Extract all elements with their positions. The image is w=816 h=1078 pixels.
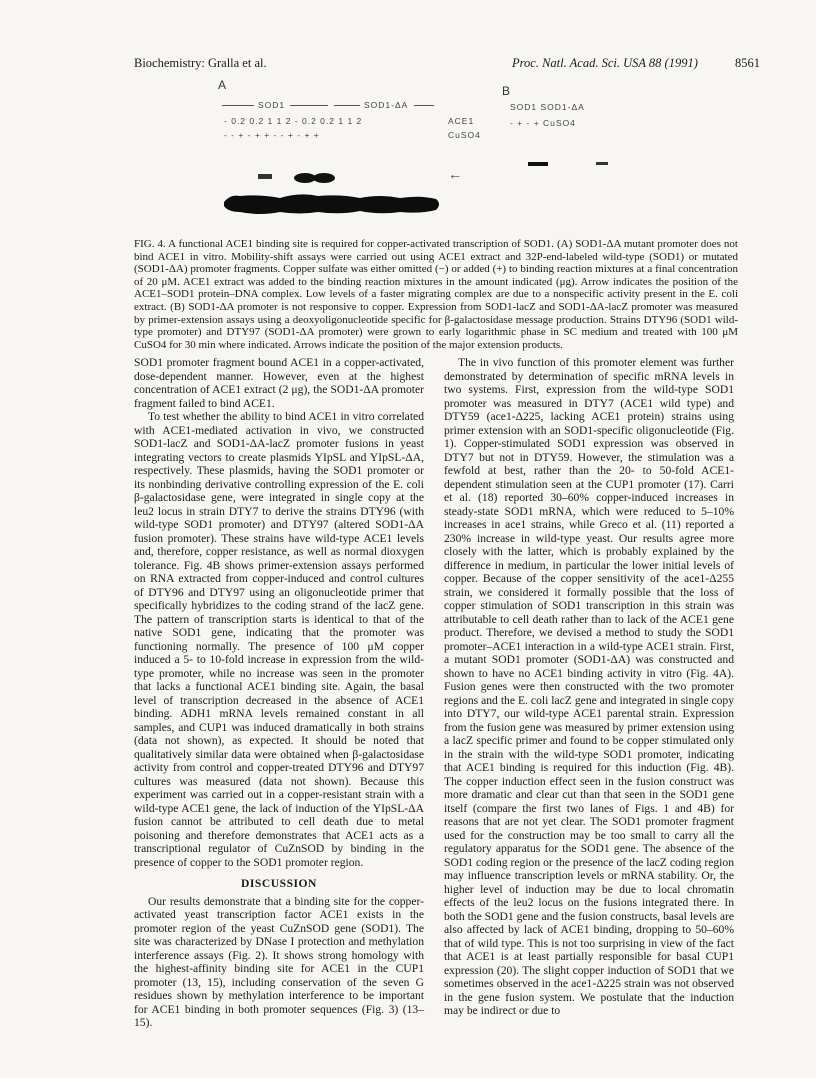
paragraph: Our results demonstrate that a binding site for the copper-activated yeast transcription factor ACE1 exists in the promoter region of the yeast CuZnSOD gene (SOD1). The site was characterized by DNase I protection and methylation interference assays (Fig. 2). It shows strong homology with the highest-affinity binding site for ACE1 in the CUP1 promoter (13, 15), including conservation of the seven G residues shown by methylation interference to be important for ACE1 binding in both promoter sequences (Fig. 3) (13–15). [134,894,424,1029]
panel-a-label: A [218,78,227,92]
header-author: Biochemistry: Gralla et al. [134,56,267,70]
panel-b-lane-labels: SOD1 SOD1-ΔA [510,102,585,112]
figure-4-gel-image [200,78,650,238]
figure-caption [134,238,738,351]
paragraph: To test whether the ability to bind ACE1 in vitro correlated with ACE1-mediated activation in vivo, we constructed SOD1-lacZ and SOD1-ΔA-lacZ promoter fusions in yeast integrating vectors to create plasmids YIpSL and YIpSL-ΔA, respectively. These plasmids, having the SOD1 promoter or its nonbinding derivative controlling expression of the E. coli β-galactosidase gene, were integrated in single copy at the leu2 locus in strain DTY7 to derive the strains DTY96 (with wild-type SOD1 promoter) and DTY97 (altered SOD1-ΔA fusion promoter). These strains have wild-type ACE1 levels and, therefore, copper resistance, as well as normal dioxygen tolerance. Fig. 4B shows primer-extension assays performed on RNA extracted from copper-induced and control cultures of DTY96 and DTY97 using an oligonucleotide primer that specifically hybridizes to the coding strand of the lacZ gene. The pattern of transcription starts is identical to that of the native SOD1 gene, indicating that the promoter was functioning normally. The presence of 100 μM copper induced a 5- to 10-fold increase in expression from the wild-type promoter, while no increase was seen in the promoter that lacks a functional ACE1 binding site. Again, the basal level of transcription decreased in the absence of ACE1 binding. ADH1 mRNA levels remained constant in all samples, and CUP1 was induced dramatically in both strains (data not shown), as expected. It should be noted that qualitatively similar data were obtained when β-galactosidase activity from control and copper-treated DTY96 and DTY97 cultures was measured (data not shown). Because this experiment was carried out in a copper-resistant strain with a wild-type ACE1 gene, the lack of induction of the YIpSL-ΔA fusion cannot be attributed to cell death due to metal poisoning and therefore demonstrates that ACE1 acts as a transcriptional regulator of CuZnSOD by binding in the presence of copper to the SOD1 promoter region. [134,410,424,869]
gel-band [294,173,316,183]
paragraph: SOD1 promoter fragment bound ACE1 in a copper-activated, dose-dependent manner. However, even at the highest concentration of ACE1 extract (2 μg), the SOD1-ΔA promoter fragment failed to bind ACE1. [134,356,424,410]
header-page-number: 8561 [735,56,760,70]
panel-a-group-sod1: SOD1 [258,100,286,110]
paragraph: The in vivo function of this promoter element was further demonstrated by determination of specific mRNA levels in two systems. First, expression from the wild-type SOD1 promoter was measured in DTY7 (ACE1 wild type) and DTY59 (ace1-Δ225, lacking ACE1 protein) strains using primer extension with an SOD1-specific oligonucleotide (Fig. 1). Copper-stimulated SOD1 expression was observed in DTY7 but not in DTY59. However, the stimulation was a fewfold at best, rather than the 20- to 50-fold ACE1-dependent stimulation seen at the CUP1 promoter (17). Carri et al. (18) reported 30–60% copper-induced increases in steady-state SOD1 mRNA, which were reduced to 5–10% increases in ace1 strains, while Greco et al. (11) reported a 230% increase in wild-type yeast. Our results agree more closely with the latter, which is probably explained by the difference in medium, in particular the lower initial levels of copper. Because of the copper sensitivity of the ace1-Δ255 strain, we considered it formally possible that the loss of copper stimulation of SOD1 transcription in this strain was attributable to cell death rather than to lack of the ACE1 gene product. Therefore, we devised a method to study the SOD1 promoter–ACE1 interaction in a wild-type ACE1 strain. First, a mutant SOD1 promoter (SOD1-ΔA) was constructed and shown to have no ACE1 binding activity in vitro (Fig. 4A). Fusion genes were then constructed with the two promoter regions and the E. coli lacZ gene and integrated in single copy into DTY7, our wild-type ACE1 parental strain. Expression from the fusion gene was measured by primer extension using a lacZ specific primer and found to be copper stimulated only in the strain with the wild-type SOD1 promoter, indicating that ACE1 binding is required for this induction (Fig. 4B). The copper induction effect seen in the fusion construct was more dramatic and clear cut than that seen in the SOD1 gene itself (compare the first two lanes of Figs. 1 and 4B) for reasons that are not yet clear. The SOD1 promoter fragment used for the construction may be too small to carry all the regulatory apparatus for the SOD1 gene. The absence of the SOD1 coding region or the presence of the lacZ coding region may influence transcription levels or mRNA stability. Or, the higher level of induction may be due to local chromatin effects of the leu2 locus on the fusions integrated there. In both the SOD1 gene and the fusion constructs, basal levels are also affected by lack of ACE1 binding, dropping to 50–60% that of wild type. This is not too surprising in view of the fact that ACE1 is at least partially responsible for basal CUP1 expression (20). The slight copper induction of SOD1 that we sometimes observed in the ace1-Δ225 strain was not observed in the gene fusion system. We postulate that the induction may be indirect or due to [444,356,734,1017]
left-column [134,356,424,1030]
caption-text: FIG. 4. A functional ACE1 binding site is required for copper-activated transcription of SOD1. (A) SOD1-ΔA mutant promoter does not bind ACE1 in vitro. Mobility-shift assays were carried out using ACE1 extract and 32P-end-labeled wild-type (SOD1) or mutated (SOD1-ΔA) promoter fragments. Copper sulfate was either omitted (−) or added (+) to binding reaction mixtures at a final concentration of 20 μM. ACE1 extract was added to the binding reaction mixtures in the amount indicated (μg). Arrow indicates the position of the ACE1–SOD1 protein–DNA complex. Low levels of a faster migrating complex are due to a nonspecific activity present in the E. coli extract. (B) SOD1-ΔA promoter is not responsive to copper. Expression from SOD1-lacZ and SOD1-ΔA-lacZ promoter was measured by primer-extension assays using a deoxyoligonucleotide specific for β-galactosidase message production. Strains DTY96 (SOD1 wild-type promoter) and DTY97 (SOD1-ΔA promoter) were grown to early logarithmic phase in SC medium and treated with 100 μM CuSO4 for 30 min where indicated. Arrows indicate the position of the major extension products. [134,238,738,351]
gel-band [528,162,548,166]
panel-a-ace1-amounts: - 0.2 0.2 1 1 2 - 0.2 0.2 1 1 2 [224,116,363,126]
gel-band [313,173,335,183]
free-probe-band [224,194,439,214]
gel-band [596,162,608,165]
panel-a-copper-signs: - - + - + + - - + - + + [224,130,320,140]
right-column [444,356,734,1018]
panel-b-copper-signs: - + - + CuSO4 [510,118,576,128]
panel-a-cuso4-label: CuSO4 [448,130,481,140]
gel-bands [200,78,650,238]
panel-a-ace1-label: ACE1 [448,116,475,126]
panel-a-group-sod1-da: SOD1-ΔA [364,100,409,110]
gel-band [258,174,272,179]
panel-b-label: B [502,84,511,98]
section-heading-discussion: DISCUSSION [241,877,317,890]
header-journal: Proc. Natl. Acad. Sci. USA 88 (1991) [512,56,698,70]
complex-arrow-icon: ← [448,166,463,182]
